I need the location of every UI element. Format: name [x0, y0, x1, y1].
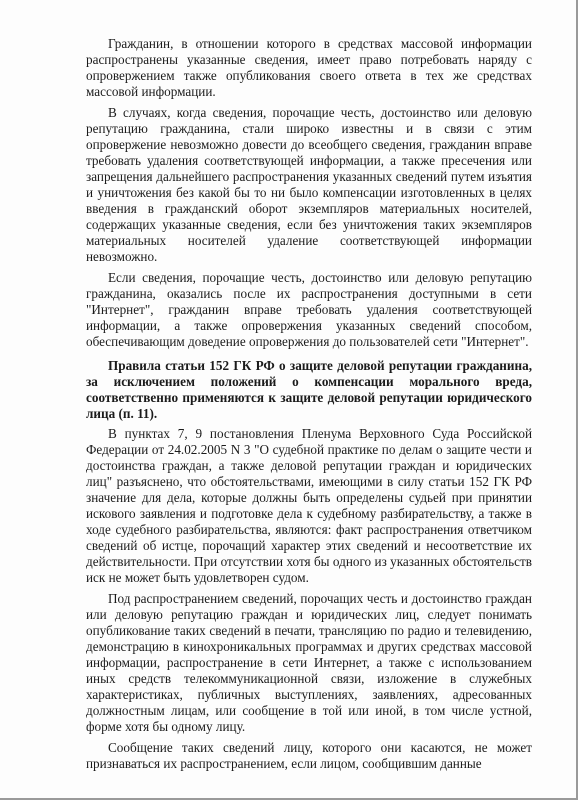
paragraph-removal-right: В случаях, когда сведения, порочащие честь, достоинство или деловую репутацию гражданина, стали широко известны и в связи с этим опровержение невозможно довести до всеобщего сведения, гражданин вправе требовать удаления соответствующей информации, а также пресечения или запрещения дальнейшего распространения указанных сведений путем изъятия и уничтожения без какой бы то ни было компенсации изготовленных в целях введения в гражданский оборот экземпляров материальных носителей, содержащих указанные сведения, если без уничтожения таких экземпляров материальных носителей удаление соответствующей информации невозможно.	[86, 105, 532, 264]
paragraph-distribution-definition: Под распространением сведений, порочащих честь и достоинство граждан или деловую репутацию граждан и юридических лиц, следует понимать опубликование таких сведений в печати, трансляцию по радио и телевидению, демонстрацию в кинохроникальных программах и других средствах массовой информации, распространение в сети Интернет, а также с использованием иных средств телекоммуникационной связи, изложение в служебных характеристиках, публичных выступлениях, заявлениях, адресованных должностным лицам, или сообщение в той или иной, в том числе устной, форме хотя бы одному лицу.	[86, 591, 532, 734]
paragraph-response-right: Гражданин, в отношении которого в средствах массовой информации распространены указанные сведения, имеет право потребовать наряду с опровержением также опубликования своего ответа в тех же средствах массовой информации.	[86, 36, 532, 99]
paragraph-plenum-clarification: В пунктах 7, 9 постановления Пленума Верховного Суда Российской Федерации от 24.02.2005 N 3 "О судебной практике по делам о защите чести и достоинства граждан, а также деловой репутации граждан и юридических лиц" разъяснено, что обстоятельствами, имеющими в силу статьи 152 ГК РФ значение для дела, которые должны быть определены судьей при принятии искового заявления и подготовке дела к судебному разбирательству, а также в ходе судебного разбирательства, являются: факт распространения ответчиком сведений об истце, порочащий характер этих сведений и несоответствие их действительности. При отсутствии хотя бы одного из указанных обстоятельств иск не может быть удовлетворен судом.	[86, 426, 532, 585]
document-body	[86, 36, 532, 777]
paragraph-internet-removal: Если сведения, порочащие честь, достоинство или деловую репутацию гражданина, оказались после их распространения доступными в сети "Интернет", гражданин вправе требовать удаления соответствующей информации, а также опровержения указанных сведений способом, обеспечивающим доведение опровержения до пользователей сети "Интернет".	[86, 270, 532, 349]
paragraph-legal-entity-rule: Правила статьи 152 ГК РФ о защите деловой репутации гражданина, за исключением положений о компенсации морального вреда, соответственно применяются к защите деловой репутации юридического лица (п. 11).	[86, 358, 532, 421]
paragraph-communication-to-person: Сообщение таких сведений лицу, которого они касаются, не может признаваться их распространением, если лицом, сообщившим данные	[86, 740, 532, 771]
